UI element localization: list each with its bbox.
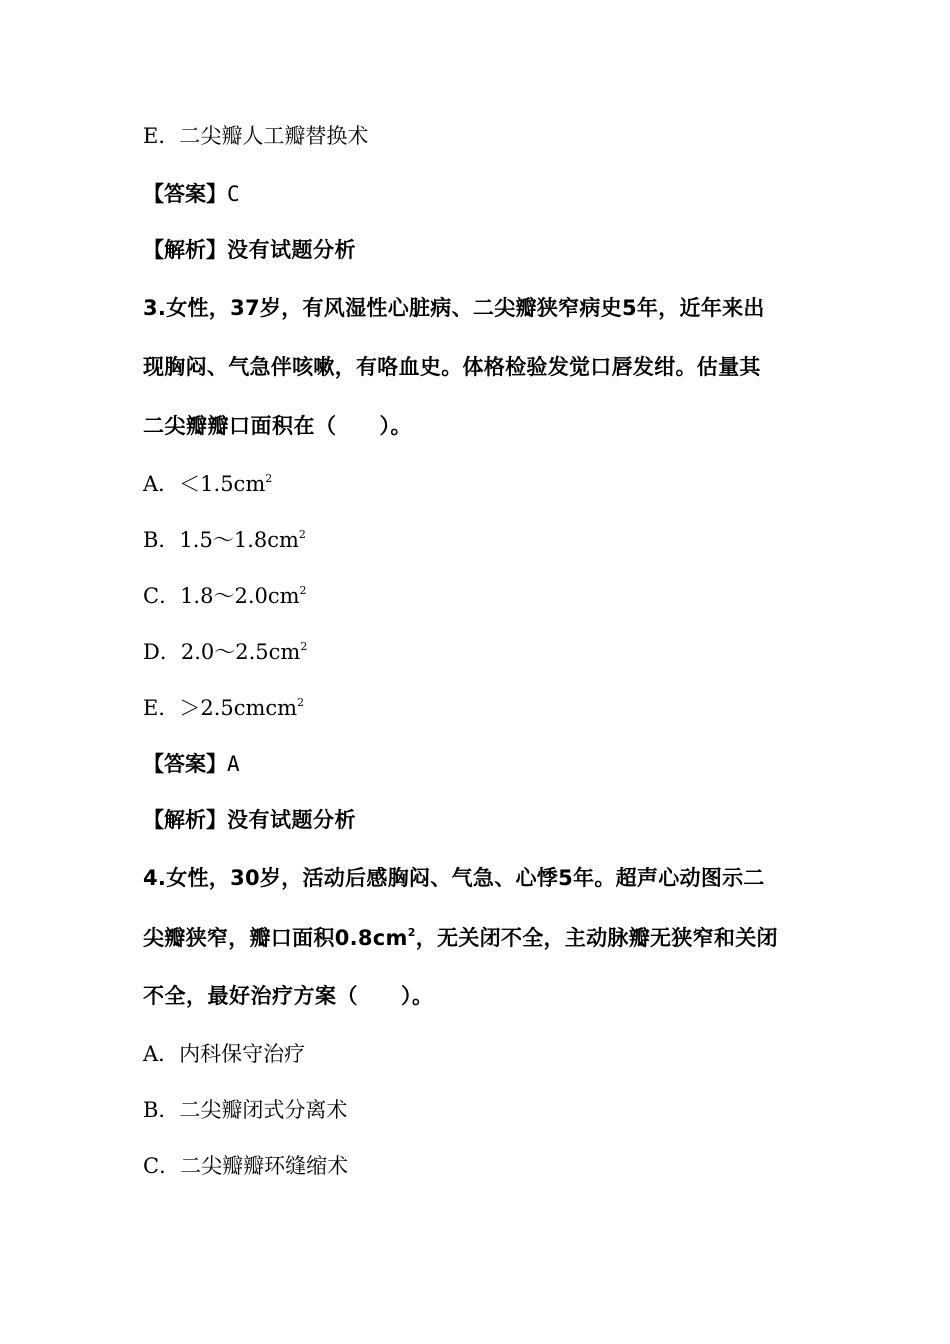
superscript: 2 bbox=[299, 584, 307, 597]
q4-option-a bbox=[143, 1040, 823, 1068]
q2-answer bbox=[143, 180, 823, 208]
superscript: 2 bbox=[407, 926, 416, 939]
q4-option-c bbox=[143, 1152, 823, 1180]
q3-stem-line-1: 3.女性，37岁，有风湿性心脏病、二尖瓣狭窄病史5年，近年来出 bbox=[143, 296, 765, 320]
q4-stem-line-1: 4.女性，30岁，活动后感胸闷、气急、心悸5年。超声心动图示二 bbox=[143, 866, 765, 890]
q3-option-c bbox=[143, 582, 823, 610]
q3-option-c-text: C．1.8～2.0cm bbox=[143, 584, 300, 608]
superscript: 2 bbox=[297, 696, 305, 709]
q3-option-a-text: A．＜1.5cm bbox=[143, 472, 266, 496]
q4-stem-line-2-a: 尖瓣狭窄，瓣口面积0.8cm bbox=[143, 926, 408, 950]
q3-option-e bbox=[143, 694, 823, 722]
superscript: 2 bbox=[265, 472, 273, 485]
q2-analysis bbox=[143, 236, 823, 264]
q3-option-b-text: B．1.5～1.8cm bbox=[143, 528, 299, 552]
q4-option-b bbox=[143, 1096, 823, 1124]
q4-option-c-text: C．二尖瓣瓣环缝缩术 bbox=[143, 1154, 349, 1178]
q4-option-b-text: B．二尖瓣闭式分离术 bbox=[143, 1098, 348, 1122]
q4-stem-line-2-b: ，无关闭不全，主动脉瓣无狭窄和关闭 bbox=[415, 926, 778, 950]
q3-option-d bbox=[143, 638, 823, 666]
answer-label: 【答案】 bbox=[143, 752, 227, 776]
q3-option-a bbox=[143, 470, 823, 498]
superscript: 2 bbox=[300, 640, 308, 653]
q3-analysis bbox=[143, 806, 823, 834]
q4-option-a-text: A．内科保守治疗 bbox=[143, 1042, 306, 1066]
q3-stem-line-3: 二尖瓣瓣口面积在（ ）。 bbox=[143, 414, 412, 438]
q3-stem-line-2: 现胸闷、气急伴咳嗽，有咯血史。体格检验发觉口唇发绀。估量其 bbox=[143, 355, 761, 379]
analysis-label: 【解析】 bbox=[143, 238, 227, 262]
q4-stem-line-2 bbox=[143, 924, 823, 952]
answer-label: 【答案】 bbox=[143, 182, 227, 206]
q2-option-e bbox=[143, 122, 823, 150]
analysis-text: 没有试题分析 bbox=[227, 238, 356, 262]
q3-answer bbox=[143, 750, 823, 778]
analysis-label: 【解析】 bbox=[143, 808, 227, 832]
q3-option-e-text: E．＞2.5cmcm bbox=[143, 696, 298, 720]
answer-value: C bbox=[227, 182, 240, 206]
q3-option-d-text: D．2.0～2.5cm bbox=[143, 640, 301, 664]
q3-option-b bbox=[143, 526, 823, 554]
q2-option-e-text: E．二尖瓣人工瓣替换术 bbox=[143, 124, 369, 148]
q4-stem-line-3: 不全，最好治疗方案（ ）。 bbox=[143, 984, 434, 1008]
answer-value: A bbox=[227, 752, 240, 776]
superscript: 2 bbox=[298, 528, 306, 541]
analysis-text: 没有试题分析 bbox=[227, 808, 356, 832]
